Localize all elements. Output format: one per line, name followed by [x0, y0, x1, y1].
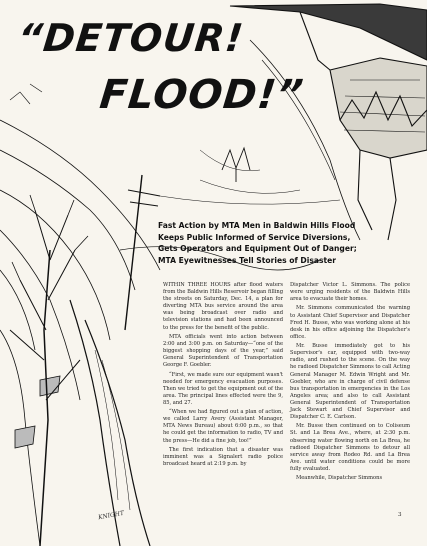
headline-line: Gets Operators and Equipment Out of Danger; — [158, 244, 357, 254]
paragraph: “First, we made sure our equipment wasn't needed for emergency evacuation purposes. Then we tried to get the equipment out of the area. The principal lines effected were the 9, 85, and 27. — [163, 371, 283, 406]
paragraph: “When we had figured out a plan of action, we called Larry Avery (Assistant Manager, MTA News Bureau) about 6:00 p.m., so that he could get the information to radio, TV and the press—He did a fine job, too!” — [163, 409, 283, 444]
paragraph: Mr. Busse immediately got to his Supervisor's car, equipped with two-way radio, and rushed to the scene. On the way he radioed Dispatcher Simmons to call Acting General Manager M. Edwin Wright and Mr. Goebler, who are in charge of civil defense bus transportation in emergencies in the Los Angeles area; and also to call Assistant General Superintendent of Transportation Jack Stewart and Chief Supervisor and Dispatcher C. E. Carlson. — [290, 343, 410, 421]
headline-line: MTA Eyewitnesses Tell Stories of Disaster — [158, 255, 337, 265]
page-number: 3 — [398, 512, 402, 518]
paragraph: MTA officials went into action between 2:00 and 3:00 p.m. on Saturday—“one of the biggest shopping days of the year,” said General Superintendent of Transportation George F. Goebler. — [163, 333, 283, 369]
title-line-1: “DETOUR! — [15, 16, 246, 60]
title-line-2: FLOOD!” — [97, 72, 307, 118]
article-column-right — [290, 282, 410, 484]
broken-dam-drawing — [230, 4, 427, 240]
dead-tree-drawing — [10, 195, 88, 546]
paragraph: Dispatcher Victor L. Simmons. The police were urging residents of the Baldwin Hills area to evacuate their homes. — [290, 282, 410, 303]
headline — [158, 220, 420, 266]
headline-line: Fast Action by MTA Men in Baldwin Hills Flood — [158, 221, 356, 230]
paragraph: WITHIN THREE HOURS after flood waters from the Baldwin Hills Reservoir began filling the streets on Saturday, Dec. 14, a plan for diverting MTA bus service around the area was being broadcast over radio and television stations and had been announced to the press for the benefit of the public. — [163, 282, 283, 331]
article-column-left — [163, 282, 283, 470]
headline-line: Keeps Public Informed of Service Diversions, — [158, 232, 351, 242]
shrub-drawing — [222, 148, 250, 182]
paragraph: Mr. Busse then continued on to Coliseum St. and La Brea Ave., where, at 2:30 p.m. observing water flowing north on La Brea, he radioed Dispatcher Simmons to detour all service away from Rodeo Rd. and La Brea Ave. until water conditions could be more fully evaluated. — [290, 423, 410, 472]
paragraph: Mr. Simmons communicated the warning to Assistant Chief Supervisor and Dispatcher Fred H. Busse, who was working alone at his desk in his office adjoining the Dispatcher's office. — [290, 305, 410, 340]
artist-signature: KNIGHT — [97, 509, 125, 522]
paragraph: Meanwhile, Dispatcher Simmons — [296, 475, 383, 482]
paragraph: The first indication that a disaster was imminent was a Signalert radio police broadcast heard at 2:19 p.m. by — [163, 446, 283, 467]
